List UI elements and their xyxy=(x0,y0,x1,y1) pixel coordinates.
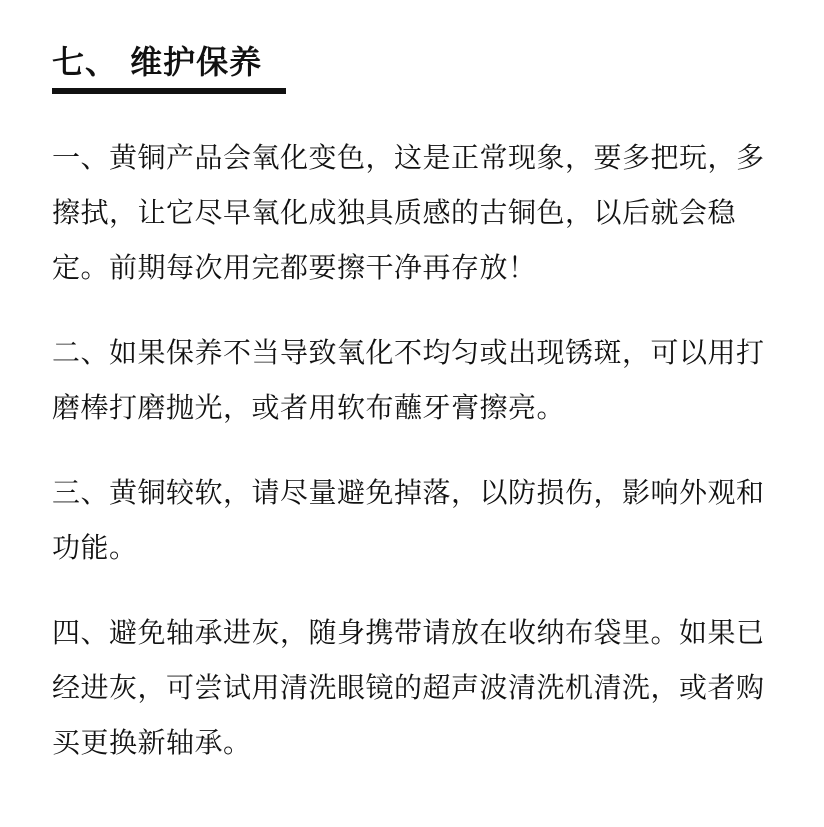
paragraph-bearing-dust: 四、避免轴承进灰，随身携带请放在收纳布袋里。如果已经进灰，可尝试用清洗眼镜的超声波清洗机清洗，或者购买更换新轴承。 xyxy=(52,616,765,759)
heading-underline xyxy=(52,88,286,94)
paragraph-avoid-dropping: 三、黄铜较软，请尽量避免掉落，以防损伤，影响外观和功能。 xyxy=(52,476,765,564)
section-heading: 七、 维护保养 xyxy=(52,43,263,81)
paragraph-rust-spots: 二、如果保养不当导致氧化不均匀或出现锈斑，可以用打磨棒打磨抛光，或者用软布蘸牙膏擦亮。 xyxy=(52,336,765,424)
paragraph-oxidation: 一、黄铜产品会氧化变色，这是正常现象，要多把玩，多擦拭，让它尽早氧化成独具质感的古铜色，以后就会稳定。前期每次用完都要擦干净再存放！ xyxy=(52,141,765,284)
